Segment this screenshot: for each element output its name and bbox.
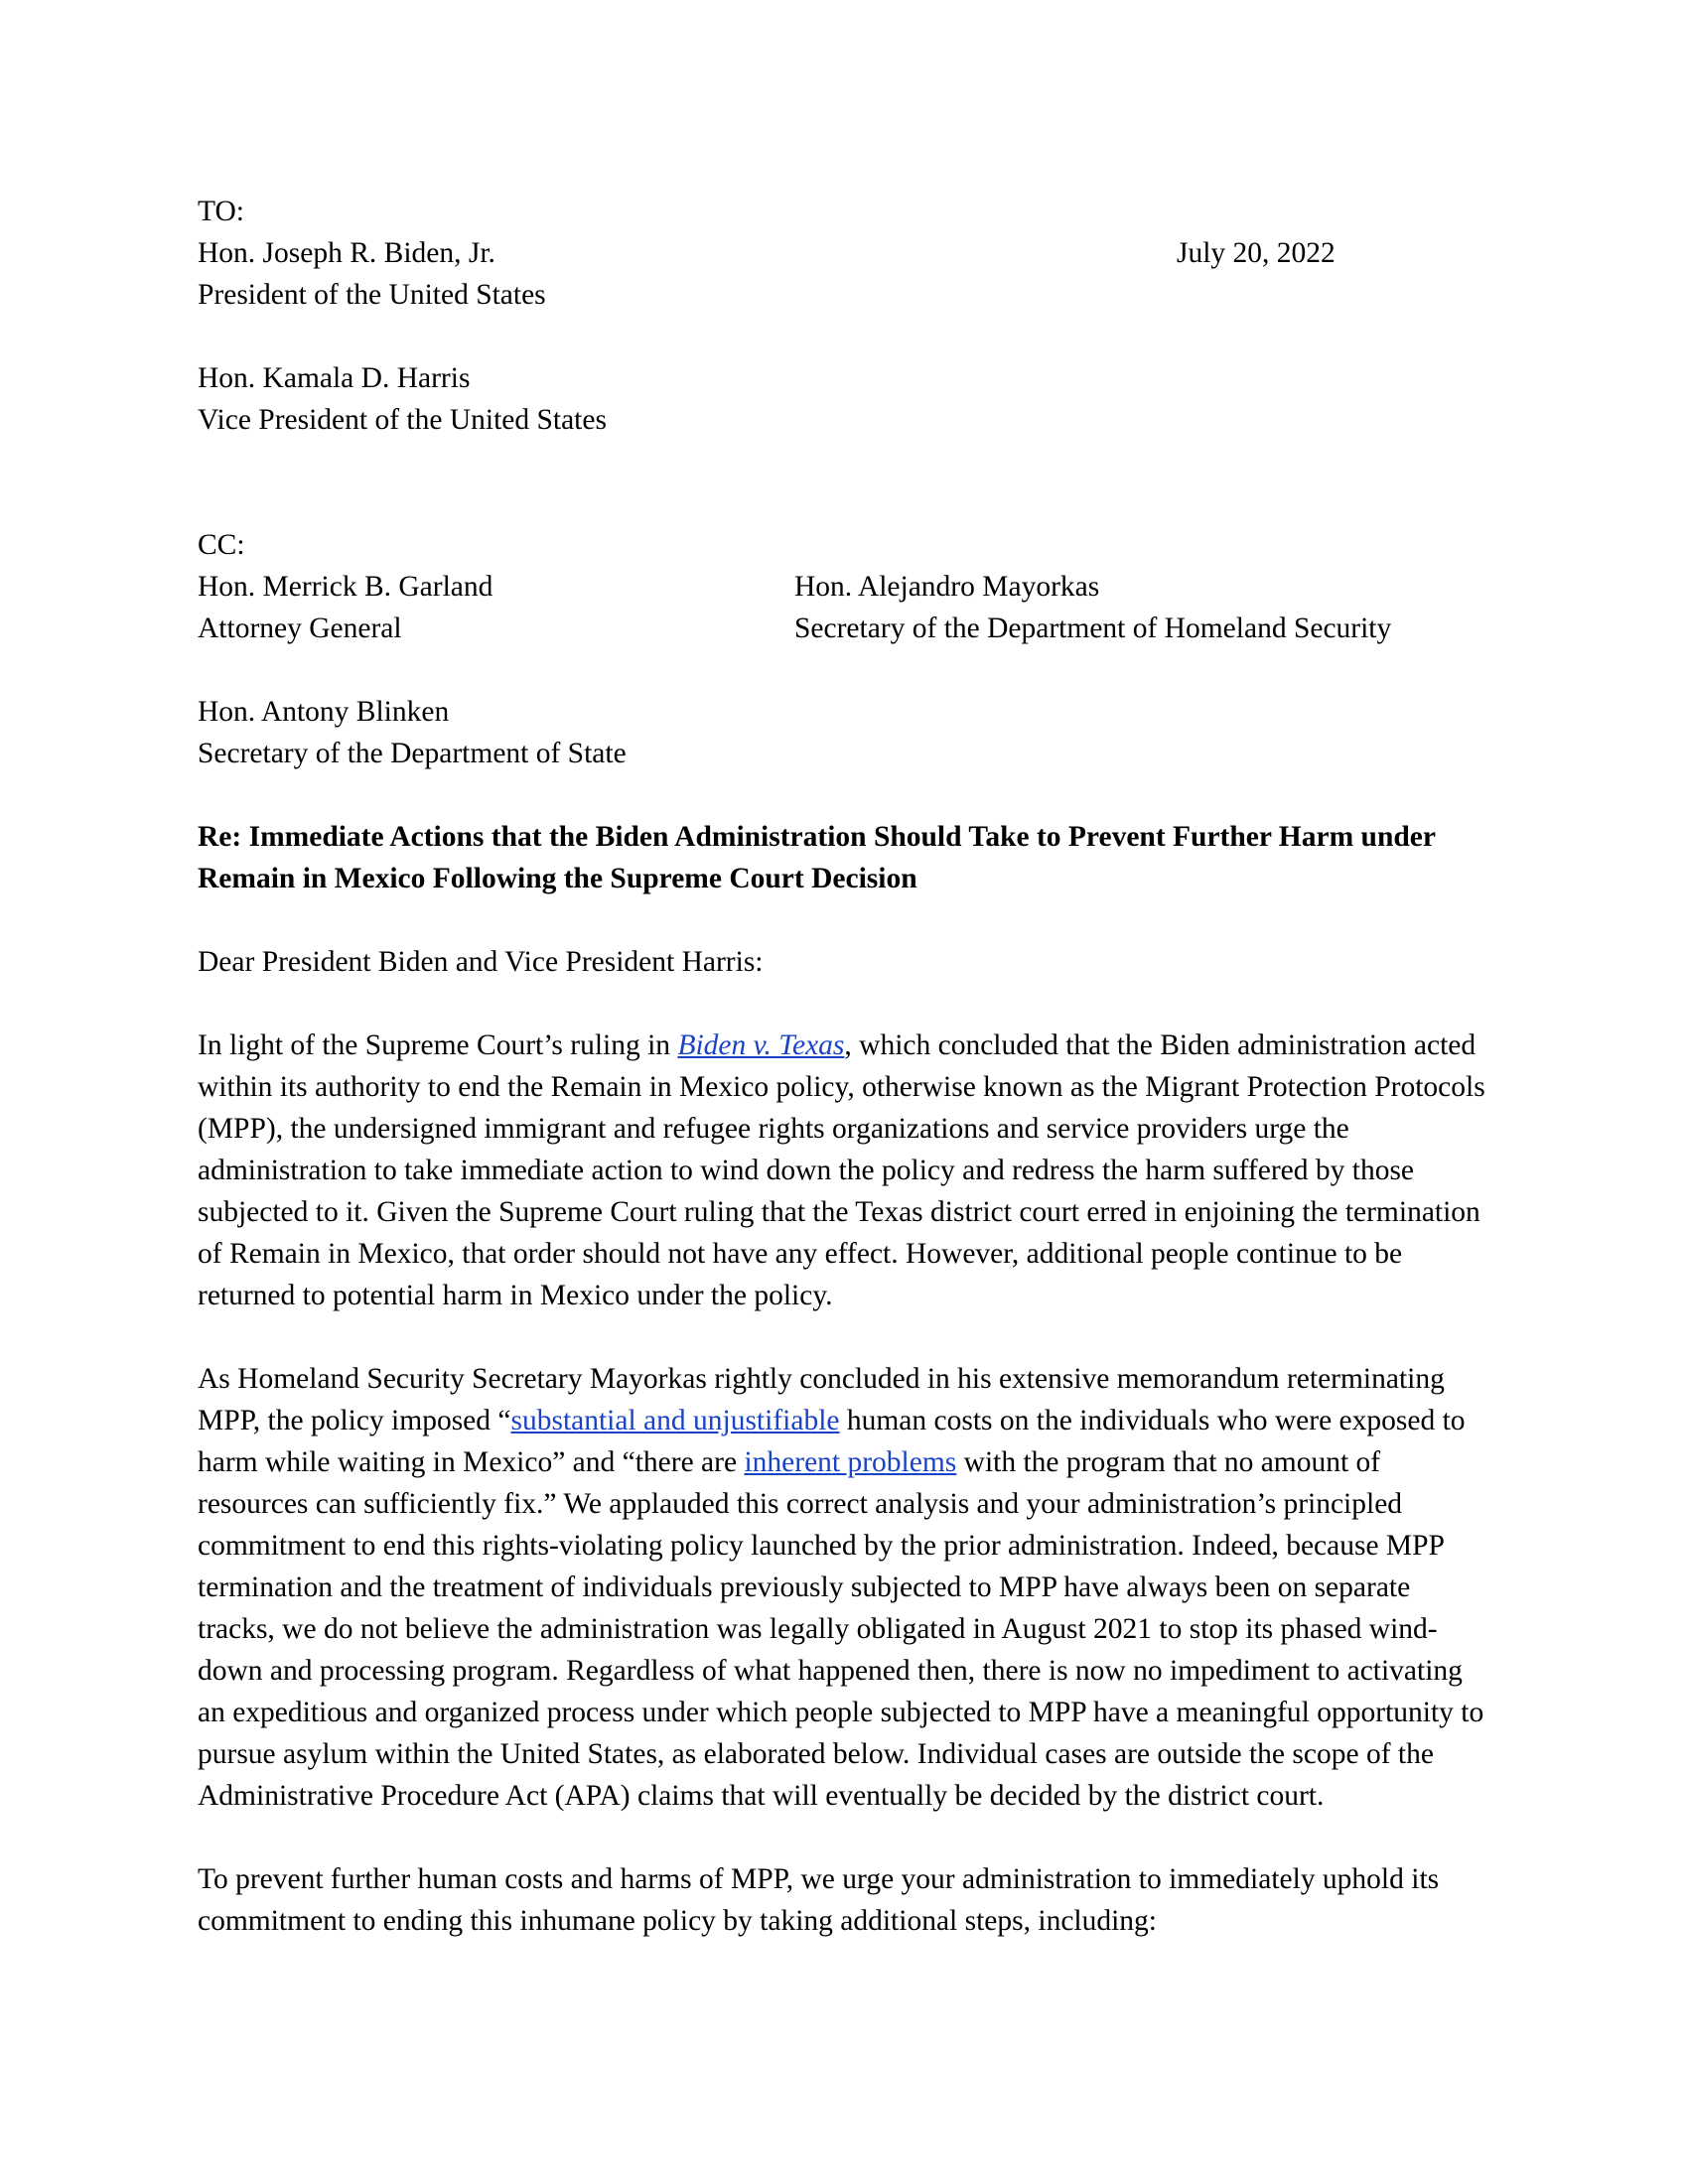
paragraph-3: To prevent further human costs and harms of MPP, we urge your administration to immediately uphold its commitment to ending this inhumane policy by taking additional steps, including: (198, 1863, 1440, 1937)
recipient-0-title: President of the United States (198, 279, 546, 311)
letter-date: July 20, 2022 (1177, 237, 1336, 269)
paragraph-1-part-2: , which concluded that the Biden administration acted within its authority to end the Remain in Mexico policy, otherwise known as the Migrant Protection Protocols (MPP), the undersigned immigrant and refugee rights organizations and service providers urge the administration to take immediate action to wind down the policy and redress the harm suffered by those subjected to it. Given the Supreme Court ruling that the Texas district court erred in enjoining the termination of Remain in Mexico, that order should not have any effect. However, additional people continue to be returned to potential harm in Mexico under the policy. (198, 1029, 1485, 1311)
cc-label: CC: (198, 529, 245, 561)
cc-right-name: Hon. Alejandro Mayorkas (794, 571, 1100, 603)
spacer (198, 983, 1485, 1024)
recipient-1-block (198, 357, 1485, 441)
spacer (198, 316, 1485, 357)
link-substantial-and-unjustifiable[interactable]: substantial and unjustifiable (510, 1405, 840, 1436)
to-block (198, 191, 1485, 316)
spacer (198, 774, 1485, 816)
cc-left-name: Hon. Merrick B. Garland (198, 571, 493, 603)
spacer (198, 899, 1485, 941)
recipient-0-name: Hon. Joseph R. Biden, Jr. (198, 237, 495, 269)
letter-content (198, 191, 1485, 1942)
paragraph-1 (198, 1024, 1485, 1316)
cc-right-title: Secretary of the Department of Homeland Security (794, 613, 1392, 644)
spacer (198, 1817, 1485, 1858)
subject-line (198, 816, 1472, 899)
cc-block (198, 524, 1485, 649)
cc-second-title: Secretary of the Department of State (198, 738, 627, 769)
link-biden-v-texas[interactable]: Biden v. Texas (677, 1029, 845, 1061)
paragraph-2-part-2: human costs on the individuals who were exposed to harm while waiting in Mexico” and “there are (198, 1405, 1466, 1478)
link-inherent-problems[interactable]: inherent problems (744, 1446, 957, 1478)
cc-row (198, 608, 1485, 649)
recipient-1-title: Vice President of the United States (198, 404, 607, 436)
paragraph-2-part-3: with the program that no amount of resources can sufficiently fix.” We applauded this correct analysis and your administration’s principled commitment to end this rights-violating policy launched by the prior administration. Indeed, because MPP termination and the treatment of individuals previously subjected to MPP have always been on separate tracks, we do not believe the administration was legally obligated in August 2021 to stop its phased wind-down and processing program. Regardless of what happened then, there is now no impediment to activating an expeditious and organized process under which people subjected to MPP have a meaningful opportunity to pursue asylum within the United States, as elaborated below. Individual cases are outside the scope of the Administrative Procedure Act (APA) claims that will eventually be decided by the district court. (198, 1446, 1484, 1812)
paragraph-2 (198, 1358, 1485, 1817)
cc-second-name: Hon. Antony Blinken (198, 696, 450, 728)
paragraph-1-part-1: In light of the Supreme Court’s ruling in (198, 1029, 678, 1061)
spacer (198, 441, 1485, 524)
salutation: Dear President Biden and Vice President Harris: (198, 946, 764, 978)
paragraph-2-part-1: As Homeland Security Secretary Mayorkas rightly concluded in his extensive memorandum reterminating MPP, the policy imposed “ (198, 1363, 1445, 1436)
cc-row (198, 566, 1485, 608)
cc-second-block (198, 691, 1485, 774)
spacer (198, 1316, 1485, 1358)
subject-line-2: Remain in Mexico Following the Supreme Court Decision (198, 863, 917, 894)
cc-left-title: Attorney General (198, 613, 402, 644)
spacer (198, 649, 1485, 691)
subject-line-1: Re: Immediate Actions that the Biden Administration Should Take to Prevent Further Harm under (198, 821, 1436, 853)
to-label: TO: (198, 196, 244, 227)
recipient-1-name: Hon. Kamala D. Harris (198, 362, 471, 394)
